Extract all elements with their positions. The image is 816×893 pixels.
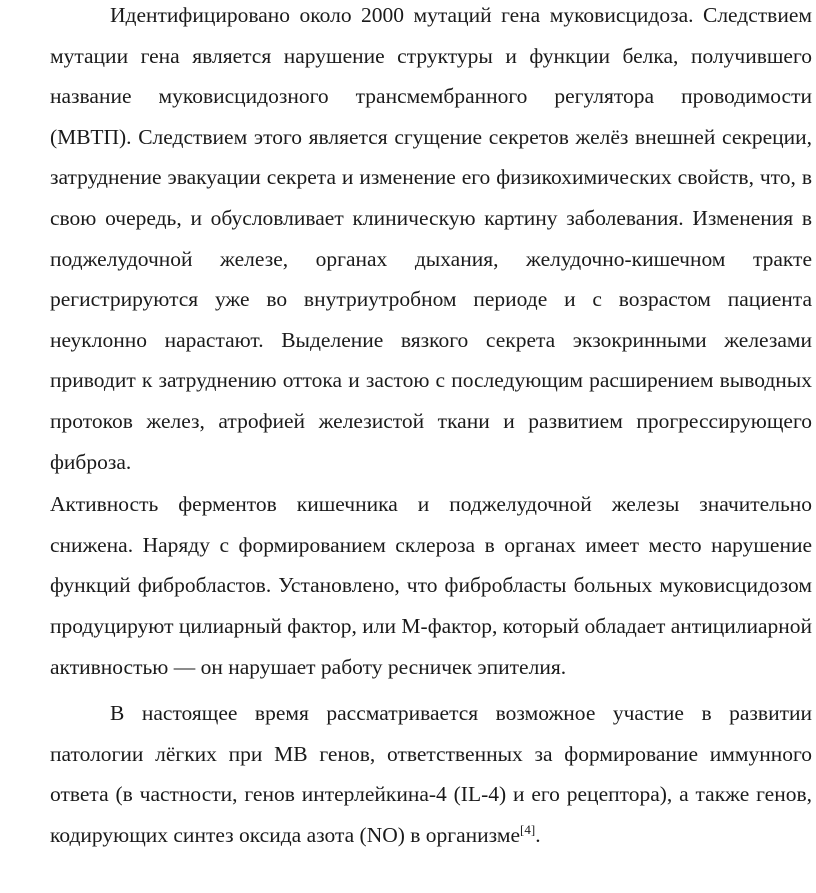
paragraph-mutations: Идентифицировано около 2000 мутаций гена муковисцидоза. Следствием мутации гена является нарушение структуры и функции белка, получившего название муковисцидозного трансмембранного регулятора проводимости (МВТП). Следствием этого является сгущение секретов желёз внешней секреции, затруднение эвакуации секрета и изменение его физикохимических свойств, что, в свою очередь, и обусловливает клиническую картину заболевания. Изменения в поджелудочной железе, органах дыхания, желудочно-кишечном тракте регистрируются уже во внутриутробном периоде и с возрастом пациента неуклонно нарастают. Выделение вязкого секрета экзокринными железами приводит к затруднению оттока и застою с последующим расширением выводных протоков желез, атрофией железистой ткани и развитием прогрессирующего фиброза.	[50, 3, 812, 474]
paragraph-lung-pathology	[50, 693, 812, 855]
paragraph-lung-pathology-text: В настоящее время рассматривается возможное участие в развитии патологии лёгких при МВ генов, ответственных за формирование иммунного ответа (в частности, генов интерлейкина-4 (IL-4) и его рецептора), а также генов, кодирующих синтез оксида азота (NO) в организме	[50, 701, 812, 847]
document-page	[50, 0, 812, 855]
paragraph-enzyme-activity: Активность ферментов кишечника и поджелудочной железы значительно снижена. Наряду с формированием склероза в органах имеет место нарушение функций фибробластов. Установлено, что фибробласты больных муковисцидозом продуцируют цилиарный фактор, или М-фактор, который обладает антицилиарной активностью — он нарушает работу ресничек эпителия.	[50, 492, 812, 679]
footnote-reference[interactable]: [4]	[520, 821, 536, 837]
paragraph-lung-pathology-end: .	[535, 822, 541, 847]
